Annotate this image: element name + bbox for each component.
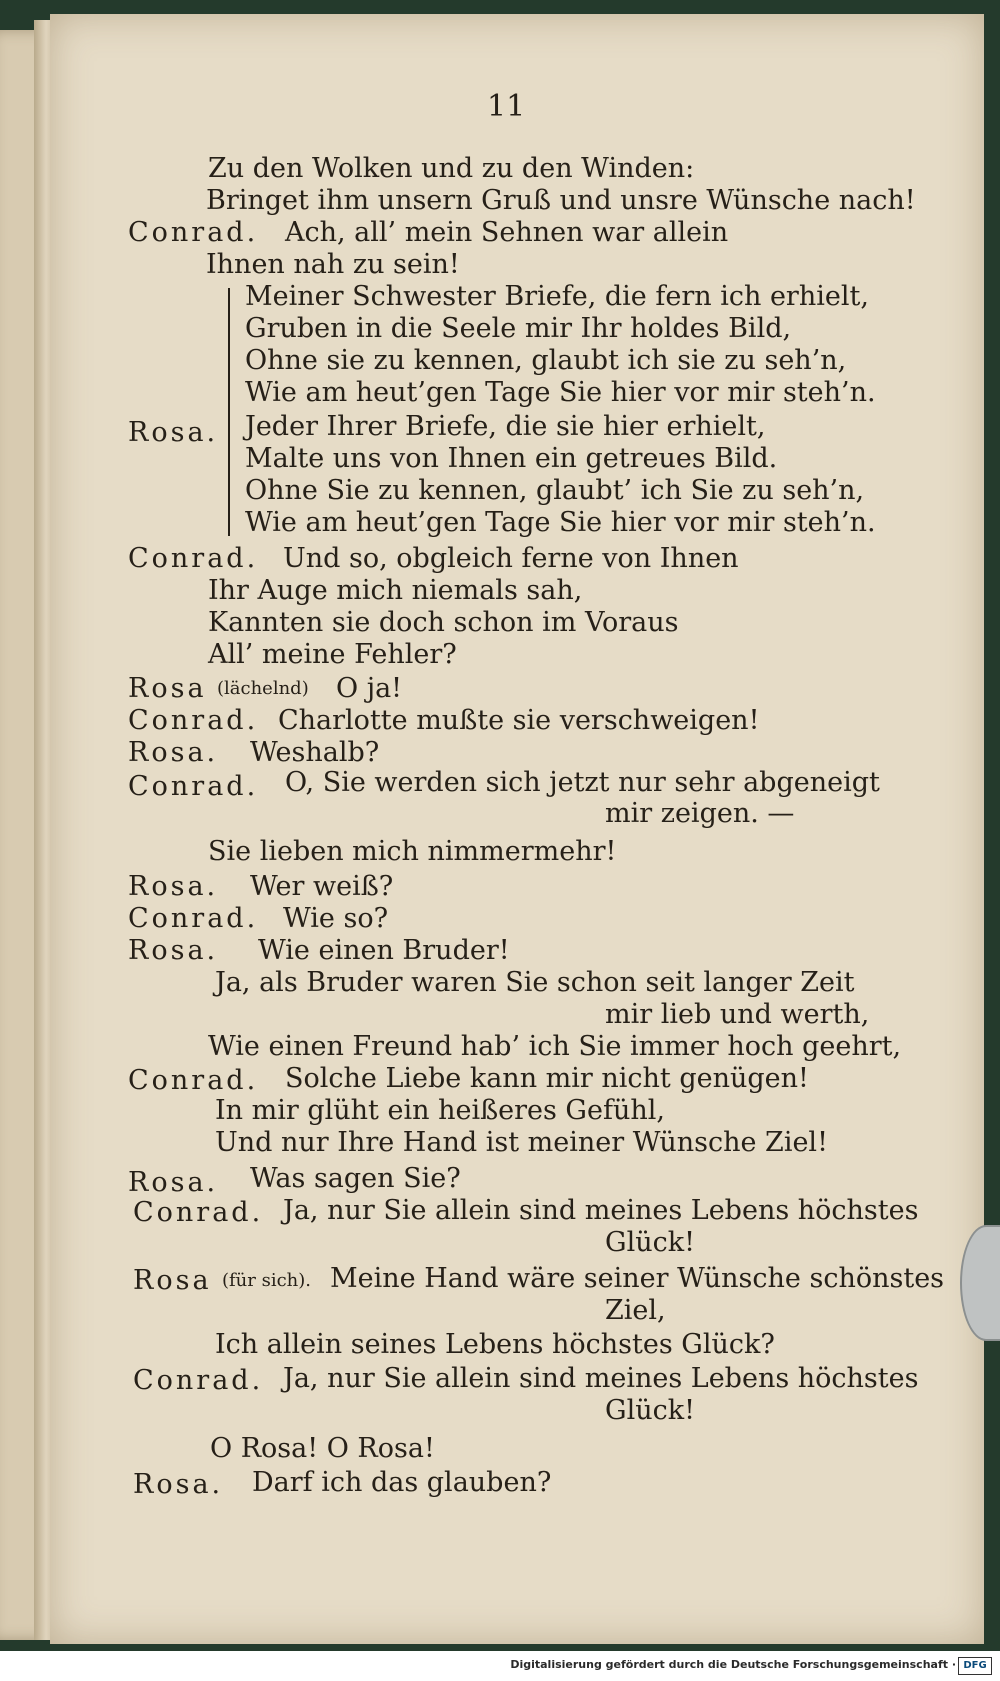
speaker-label: Rosa bbox=[128, 673, 207, 704]
text-line: Darf ich das glauben? bbox=[252, 1467, 552, 1498]
speaker-label: Rosa. bbox=[133, 1469, 224, 1500]
text-line: Und nur Ihre Hand ist meiner Wünsche Ziel! bbox=[215, 1127, 828, 1158]
dfg-logo: DFG bbox=[958, 1657, 992, 1675]
speaker-label: Rosa. bbox=[128, 417, 219, 448]
text-line: Ach, all’ mein Sehnen war allein bbox=[285, 217, 729, 248]
text-line: Wie am heut’gen Tage Sie hier vor mir steh’n. bbox=[245, 377, 876, 408]
text-line: Wie so? bbox=[283, 903, 389, 934]
text-line: Kannten sie doch schon im Voraus bbox=[208, 607, 679, 638]
text-line: Wie am heut’gen Tage Sie hier vor mir steh’n. bbox=[245, 507, 876, 538]
text-line: Ja, nur Sie allein sind meines Lebens höchstes bbox=[283, 1363, 919, 1394]
speaker-label: Rosa. bbox=[128, 935, 219, 966]
text-line: In mir glüht ein heißeres Gefühl, bbox=[215, 1095, 665, 1126]
text-line: Ohne sie zu kennen, glaubt ich sie zu seh’n, bbox=[245, 345, 847, 376]
stage-direction: (lächelnd) bbox=[217, 678, 309, 699]
speaker-label: Conrad. bbox=[128, 217, 259, 248]
speaker-label: Conrad. bbox=[128, 771, 259, 802]
text-line: Charlotte mußte sie verschweigen! bbox=[278, 705, 760, 736]
text-line: O, Sie werden sich jetzt nur sehr abgeneigt bbox=[285, 767, 880, 798]
text-line: All’ meine Fehler? bbox=[208, 639, 457, 670]
text-line: Wie einen Bruder! bbox=[258, 935, 510, 966]
text-line: Ja, nur Sie allein sind meines Lebens höchstes bbox=[283, 1195, 919, 1226]
text-line: Meiner Schwester Briefe, die fern ich erhielt, bbox=[245, 281, 869, 312]
speaker-label: Conrad. bbox=[128, 1065, 259, 1096]
text-line: Was sagen Sie? bbox=[250, 1163, 461, 1194]
stage-direction: (für sich). bbox=[222, 1270, 312, 1291]
text-line: Ohne Sie zu kennen, glaubt’ ich Sie zu seh’n, bbox=[245, 475, 865, 506]
speaker-label: Conrad. bbox=[133, 1197, 264, 1228]
page-number: 11 bbox=[487, 89, 526, 124]
speaker-label: Conrad. bbox=[128, 903, 259, 934]
speaker-label: Conrad. bbox=[128, 543, 259, 574]
text-line: Sie lieben mich nimmermehr! bbox=[208, 836, 617, 867]
text-line: Glück! bbox=[605, 1395, 695, 1426]
book-page bbox=[50, 14, 984, 1644]
text-line: Ich allein seines Lebens höchstes Glück? bbox=[215, 1329, 775, 1360]
text-line: mir lieb und werth, bbox=[605, 999, 870, 1030]
text-line: Meine Hand wäre seiner Wünsche schönstes bbox=[330, 1263, 945, 1294]
text-line: mir zeigen. — bbox=[605, 798, 795, 829]
text-line: Wie einen Freund hab’ ich Sie immer hoch geehrt, bbox=[208, 1031, 902, 1062]
text-line: Wer weiß? bbox=[250, 871, 394, 902]
text-line: Jeder Ihrer Briefe, die sie hier erhielt, bbox=[245, 411, 766, 442]
text-line: Ihr Auge mich niemals sah, bbox=[208, 575, 583, 606]
text-line: Zu den Wolken und zu den Winden: bbox=[208, 153, 695, 184]
speaker-label: Rosa. bbox=[128, 1167, 219, 1198]
footer-bar bbox=[0, 1651, 1000, 1681]
speaker-label: Conrad. bbox=[128, 705, 259, 736]
text-line: Ihnen nah zu sein! bbox=[206, 249, 460, 280]
text-line: Solche Liebe kann mir nicht genügen! bbox=[285, 1063, 809, 1094]
duet-brace bbox=[228, 288, 238, 536]
text-line: Glück! bbox=[605, 1227, 695, 1258]
speaker-label: Rosa. bbox=[128, 737, 219, 768]
text-line: O ja! bbox=[336, 673, 403, 704]
text-line: Bringet ihm unsern Gruß und unsre Wünsche nach! bbox=[206, 185, 916, 216]
text-line: Weshalb? bbox=[250, 737, 380, 768]
text-line: Und so, obgleich ferne von Ihnen bbox=[283, 543, 739, 574]
speaker-label: Rosa bbox=[133, 1265, 212, 1296]
text-line: O Rosa! O Rosa! bbox=[210, 1433, 435, 1464]
text-line: Gruben in die Seele mir Ihr holdes Bild, bbox=[245, 313, 792, 344]
speaker-label: Conrad. bbox=[133, 1365, 264, 1396]
text-line: Ziel, bbox=[605, 1295, 666, 1326]
text-line: Ja, als Bruder waren Sie schon seit langer Zeit bbox=[215, 967, 855, 998]
funding-credit: Digitalisierung gefördert durch die Deutsche Forschungsgemeinschaft · bbox=[510, 1658, 956, 1671]
text-line: Malte uns von Ihnen ein getreues Bild. bbox=[245, 443, 778, 474]
speaker-label: Rosa. bbox=[128, 871, 219, 902]
